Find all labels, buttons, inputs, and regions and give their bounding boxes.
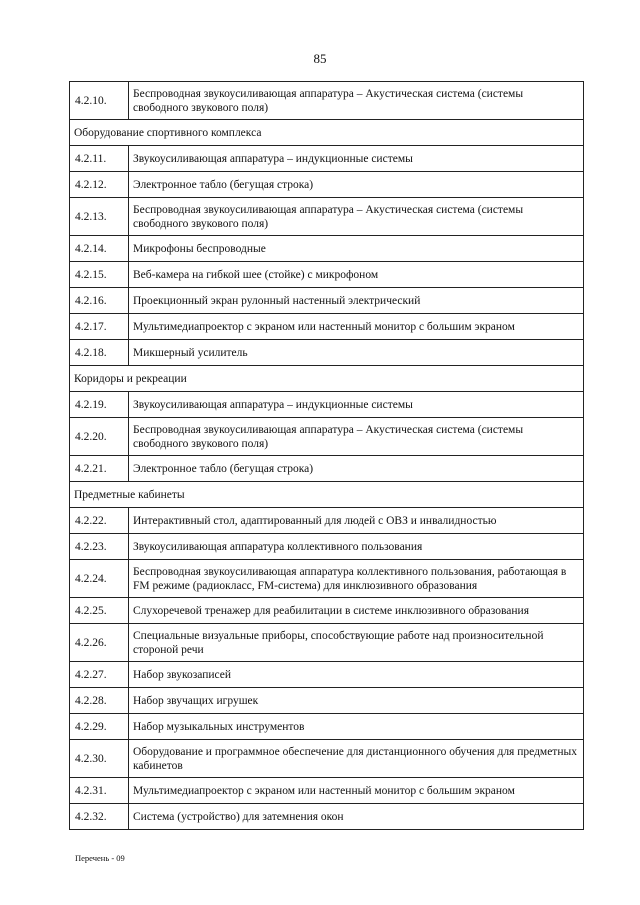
item-number: 4.2.17. [70, 314, 129, 340]
item-number: 4.2.27. [70, 662, 129, 688]
item-description: Проекционный экран рулонный настенный электрический [129, 288, 584, 314]
item-number: 4.2.14. [70, 236, 129, 262]
item-number: 4.2.22. [70, 508, 129, 534]
equipment-table-body [70, 82, 584, 830]
item-description: Набор звучащих игрушек [129, 688, 584, 714]
footer-note: Перечень - 09 [75, 853, 125, 863]
table-row [70, 598, 584, 624]
table-row [70, 778, 584, 804]
item-description: Беспроводная звукоусиливающая аппаратура коллективного пользования, работающая в FM режиме (радиокласс, FM-система) для инклюзивного образования [129, 560, 584, 598]
table-row [70, 262, 584, 288]
item-number: 4.2.31. [70, 778, 129, 804]
section-title: Коридоры и рекреации [70, 366, 584, 392]
page-number: 85 [313, 51, 327, 66]
item-number: 4.2.28. [70, 688, 129, 714]
item-description: Звукоусиливающая аппаратура – индукционные системы [129, 146, 584, 172]
item-description: Беспроводная звукоусиливающая аппаратура – Акустическая система (системы свободного звукового поля) [129, 82, 584, 120]
item-number: 4.2.32. [70, 804, 129, 830]
item-number: 4.2.10. [70, 82, 129, 120]
item-description: Мультимедиапроектор с экраном или настенный монитор с большим экраном [129, 314, 584, 340]
item-description: Специальные визуальные приборы, способствующие работе над произносительной стороной речи [129, 624, 584, 662]
item-number: 4.2.12. [70, 172, 129, 198]
table-row [70, 534, 584, 560]
item-description: Набор звукозаписей [129, 662, 584, 688]
item-number: 4.2.30. [70, 740, 129, 778]
item-number: 4.2.20. [70, 418, 129, 456]
equipment-table [69, 81, 584, 830]
item-description: Беспроводная звукоусиливающая аппаратура – Акустическая система (системы свободного звукового поля) [129, 418, 584, 456]
table-row [70, 172, 584, 198]
table-row [70, 714, 584, 740]
item-number: 4.2.26. [70, 624, 129, 662]
item-description: Микрофоны беспроводные [129, 236, 584, 262]
table-row [70, 146, 584, 172]
table-row [70, 392, 584, 418]
table-row [70, 804, 584, 830]
item-description: Оборудование и программное обеспечение для дистанционного обучения для предметных кабинетов [129, 740, 584, 778]
table-row [70, 198, 584, 236]
table-row [70, 688, 584, 714]
table-row [70, 314, 584, 340]
item-description: Электронное табло (бегущая строка) [129, 456, 584, 482]
item-description: Электронное табло (бегущая строка) [129, 172, 584, 198]
item-number: 4.2.23. [70, 534, 129, 560]
section-header-row [70, 120, 584, 146]
item-number: 4.2.25. [70, 598, 129, 624]
item-description: Система (устройство) для затемнения окон [129, 804, 584, 830]
item-description: Звукоусиливающая аппаратура – индукционные системы [129, 392, 584, 418]
item-description: Веб-камера на гибкой шее (стойке) с микрофоном [129, 262, 584, 288]
table-row [70, 418, 584, 456]
item-number: 4.2.29. [70, 714, 129, 740]
table-row [70, 624, 584, 662]
table-row [70, 662, 584, 688]
item-description: Слухоречевой тренажер для реабилитации в системе инклюзивного образования [129, 598, 584, 624]
item-description: Звукоусиливающая аппаратура коллективного пользования [129, 534, 584, 560]
item-description: Мультимедиапроектор с экраном или настенный монитор с большим экраном [129, 778, 584, 804]
item-description: Беспроводная звукоусиливающая аппаратура – Акустическая система (системы свободного звукового поля) [129, 198, 584, 236]
item-number: 4.2.11. [70, 146, 129, 172]
section-header-row [70, 366, 584, 392]
item-description: Микшерный усилитель [129, 340, 584, 366]
item-number: 4.2.18. [70, 340, 129, 366]
item-number: 4.2.16. [70, 288, 129, 314]
table-row [70, 288, 584, 314]
table-row [70, 560, 584, 598]
section-title: Оборудование спортивного комплекса [70, 120, 584, 146]
item-number: 4.2.19. [70, 392, 129, 418]
table-row [70, 236, 584, 262]
item-number: 4.2.15. [70, 262, 129, 288]
table-row [70, 508, 584, 534]
table-row [70, 740, 584, 778]
table-row [70, 82, 584, 120]
item-number: 4.2.21. [70, 456, 129, 482]
section-title: Предметные кабинеты [70, 482, 584, 508]
item-description: Интерактивный стол, адаптированный для людей с ОВЗ и инвалидностью [129, 508, 584, 534]
item-number: 4.2.13. [70, 198, 129, 236]
table-row [70, 340, 584, 366]
section-header-row [70, 482, 584, 508]
table-row [70, 456, 584, 482]
item-number: 4.2.24. [70, 560, 129, 598]
item-description: Набор музыкальных инструментов [129, 714, 584, 740]
